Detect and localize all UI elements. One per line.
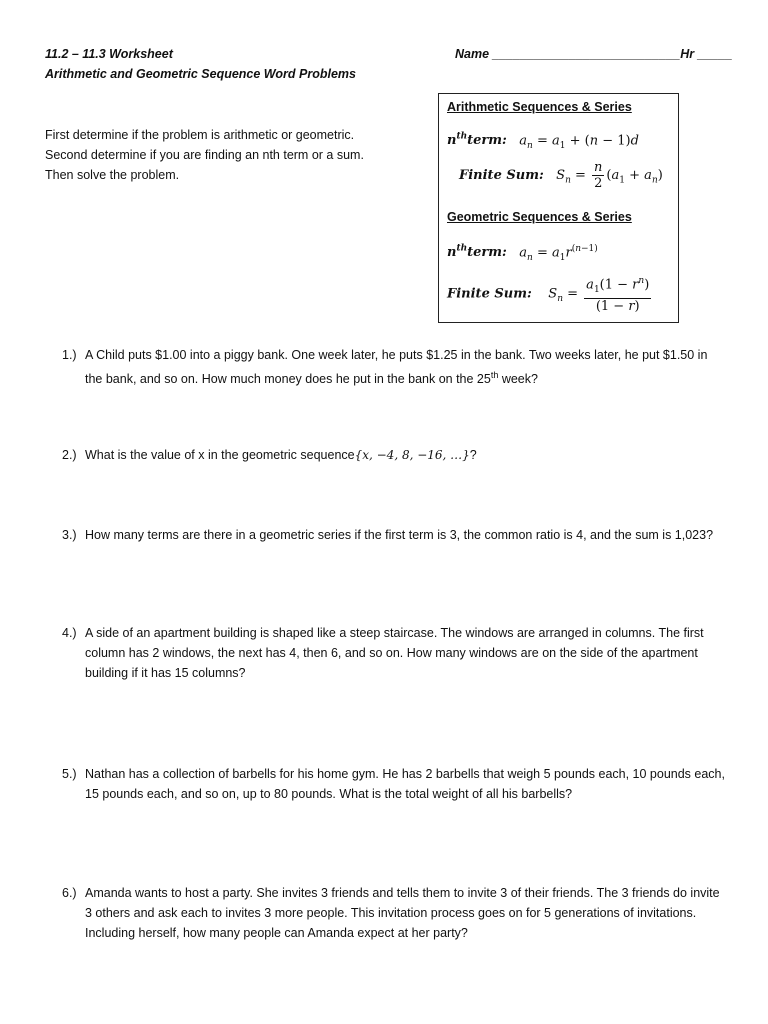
sequence-math: {x, −4, 8, −16, …} bbox=[354, 448, 470, 462]
instruction-line-1: First determine if the problem is arithmetic or geometric. bbox=[45, 128, 355, 142]
name-label: Name bbox=[455, 47, 490, 61]
question-text: A side of an apartment building is shaped like a steep staircase. The windows are arranged in columns. The first column has 2 windows, the next has 4, then 6, and so on. How many windows are on the side of the apartment building if it has 15 columns? bbox=[85, 626, 704, 680]
nth-sup: th bbox=[456, 132, 468, 142]
geometric-heading: Geometric Sequences & Series bbox=[447, 210, 632, 224]
question-number: 2.) bbox=[62, 448, 77, 462]
worksheet-title: 11.2 – 11.3 Worksheet bbox=[45, 47, 173, 61]
nth-label: n bbox=[447, 133, 457, 149]
name-hr-line bbox=[455, 47, 732, 61]
question-number: 5.) bbox=[62, 767, 77, 781]
hr-label: Hr bbox=[680, 47, 695, 61]
question-text: Amanda wants to host a party. She invites 3 friends and tells them to invite 3 of their friends. The 3 friends do invite 3 others and ask each to invites 3 more people. This invitation process goes on for 5 generations of invitations. Including herself, how many people can Amanda expect at her party? bbox=[85, 886, 720, 940]
question-number: 1.) bbox=[62, 348, 77, 362]
question-text: A Child puts $1.00 into a piggy bank. One week later, he puts $1.25 in the bank. Two weeks later, he put $1.50 in the bank, and so on. How much money does he put in the bank on the 25th week? bbox=[85, 348, 708, 387]
instructions bbox=[45, 125, 425, 185]
question-number: 3.) bbox=[62, 528, 77, 542]
question-text: Nathan has a collection of barbells for his home gym. He has 2 barbells that weigh 5 pounds each, 10 pounds each, 15 pounds each, and so on, up to 80 pounds. What is the total weight of all his barbells? bbox=[85, 767, 725, 801]
instruction-line-3: Then solve the problem. bbox=[45, 168, 180, 182]
geometric-sum-formula: Finite Sum: $S_n$ = $\frac{a_1(1 - r^n)}{(1 - r)}$ bbox=[447, 276, 650, 314]
geometric-nth-term-formula: $n^{th}term$: $a_n = a_1r^{(n-1)}$ bbox=[447, 244, 598, 263]
term-label: term: bbox=[467, 245, 507, 261]
finite-sum-label: Finite Sum: bbox=[459, 168, 544, 183]
nth-sup: th bbox=[456, 244, 468, 254]
nth-label: n bbox=[447, 245, 457, 261]
instruction-line-2: Second determine if you are finding an nth term or a sum. bbox=[45, 148, 364, 162]
arithmetic-heading: Arithmetic Sequences & Series bbox=[447, 100, 632, 114]
question-text: What is the value of x in the geometric sequence{x, −4, 8, −16, …}? bbox=[85, 448, 477, 462]
finite-sum-label: Finite Sum: bbox=[447, 286, 532, 302]
question-number: 4.) bbox=[62, 626, 77, 640]
formula-box bbox=[438, 93, 679, 323]
arithmetic-sum-formula: Finite Sum: $S_n$ = $\frac{n}{2}$ $(a_1 + a_n)$ bbox=[459, 160, 663, 191]
arithmetic-nth-term-formula: $n^{th}term$: $a_n = a_1 + (n - 1)d$ bbox=[447, 132, 639, 151]
name-blank[interactable]: ___________________________ bbox=[492, 47, 681, 61]
worksheet-subtitle: Arithmetic and Geometric Sequence Word Problems bbox=[45, 67, 356, 81]
question-text: How many terms are there in a geometric series if the first term is 3, the common ratio is 4, and the sum is 1,023? bbox=[85, 528, 714, 542]
question-number: 6.) bbox=[62, 886, 77, 900]
term-label: term: bbox=[467, 133, 507, 149]
hr-blank[interactable]: _____ bbox=[697, 47, 733, 61]
